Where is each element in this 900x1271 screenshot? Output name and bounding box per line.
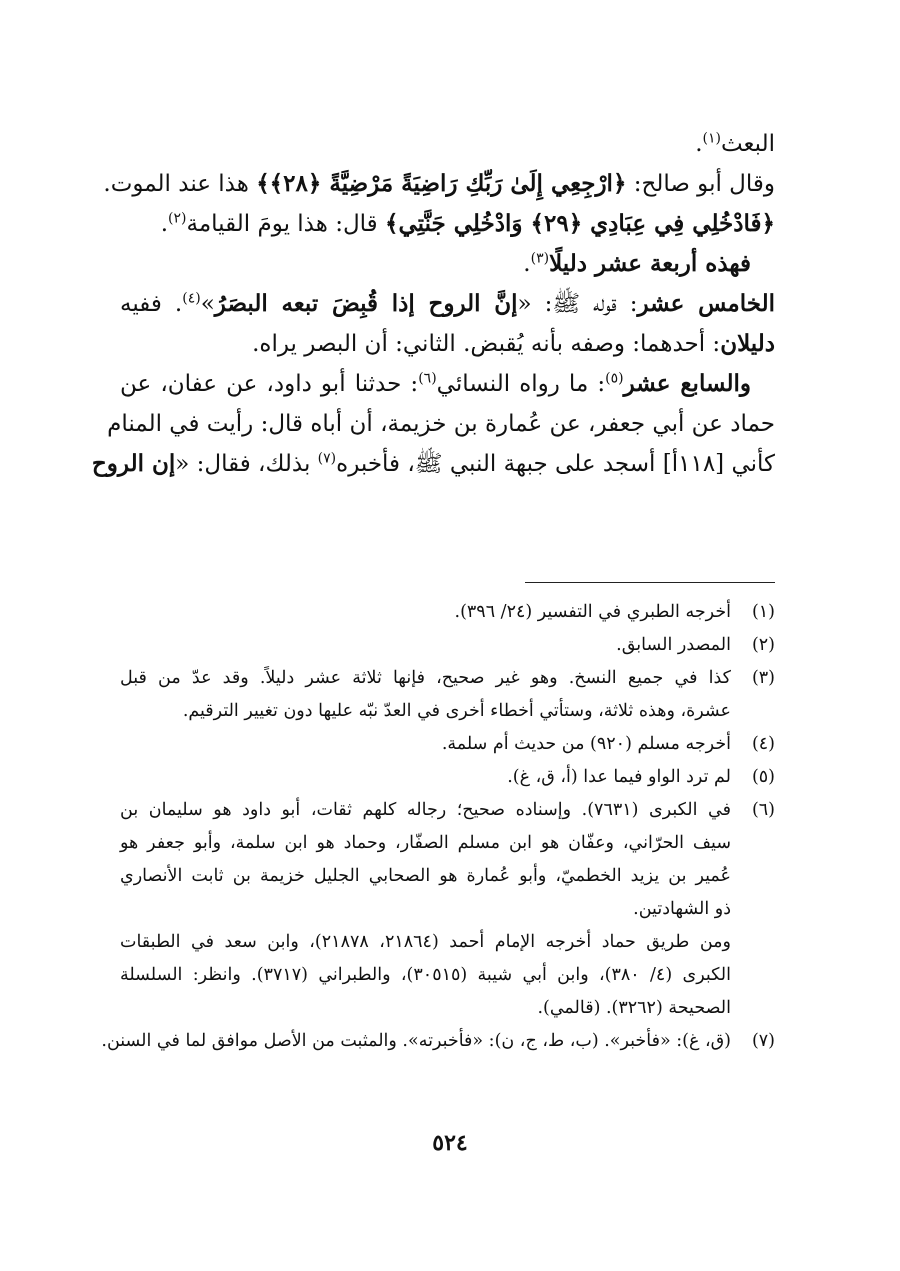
footnote-line: ومن طريق حماد أخرجه الإمام أحمد (٢١٨٦٤، ٢١٨٧٨)، وابن سعد في الطبقات bbox=[120, 932, 731, 952]
footnote-2 bbox=[120, 629, 775, 662]
footnote-ref-4: (٤) bbox=[182, 290, 201, 307]
text-line-7 bbox=[120, 364, 775, 404]
text-segment: » bbox=[200, 291, 215, 317]
footnote-line: عشرة، وهذه ثلاثة، وستأتي أخطاء أخرى في العدّ نبّه عليها دون تغيير الترقيم. bbox=[182, 701, 731, 721]
text-segment: . bbox=[523, 251, 531, 277]
footnote-1 bbox=[120, 596, 775, 629]
text-segment: قال: هذا يومَ القيامة bbox=[186, 211, 385, 237]
text-segment: : ما رواه النسائي bbox=[436, 371, 606, 397]
footnote-6 bbox=[120, 794, 775, 926]
footnote-line: ذو الشهادتين. bbox=[633, 899, 731, 919]
hadith-text: إن الروح bbox=[91, 450, 176, 477]
text-line-8 bbox=[107, 404, 775, 444]
footnote-line: الكبرى (٤/ ٣٨٠)، وابن أبي شيبة (٣٠٥١٥)، والطبراني (٣٧١٧). وانظر: السلسلة bbox=[120, 965, 731, 985]
footnote-3 bbox=[120, 662, 775, 728]
footnote-4 bbox=[120, 728, 775, 761]
text-segment: بذلك، فقال: « bbox=[175, 451, 318, 477]
footnotes bbox=[101, 596, 775, 1058]
footnote-number: (١) bbox=[751, 602, 775, 622]
footnote-line: (ق، غ): «فأخبر». (ب، ط، ج، ن): «فأخبرته». والمثبت من الأصل موافق لما في السنن. bbox=[101, 1031, 731, 1051]
footnote-line: سيف الحرّاني، وعفّان هو ابن مسلم الصفّار، وحماد هو ابن سلمة، وأبو جعفر هو bbox=[120, 833, 731, 853]
text-segment: حماد عن أبي جعفر، عن عُمارة بن خزيمة، أن أباه قال: رأيت في المنام bbox=[107, 411, 775, 437]
quran-verse: ﴿ارْجِعِي إِلَىٰ رَبِّكِ رَاضِيَةً مَرْضِيَّةً ﴿٢٨﴾﴾ bbox=[256, 170, 627, 197]
footnote-line: الصحيحة (٣٢٦٢). (قالمي). bbox=[537, 998, 731, 1018]
text-segment: فهذه أربعة عشر دليلًا bbox=[549, 250, 751, 277]
footnote-ref-3: (٣) bbox=[530, 250, 550, 267]
footnote-divider bbox=[525, 582, 775, 583]
footnote-number: (٣) bbox=[751, 668, 775, 688]
section-heading: والسابع عشر bbox=[623, 370, 751, 397]
text-segment: دليلان bbox=[720, 330, 775, 357]
text-segment: وقال أبو صالح: bbox=[626, 171, 775, 197]
page-number: ٥٢٤ bbox=[432, 1130, 468, 1156]
footnote-line: أخرجه مسلم (٩٢٠) من حديث أم سلمة. bbox=[441, 734, 731, 754]
main-text bbox=[91, 124, 776, 484]
footnote-line: في الكبرى (٧٦٣١). وإسناده صحيح؛ رجاله كلهم ثقات، أبو داود هو سليمان بن bbox=[120, 800, 731, 820]
text-line-2 bbox=[103, 164, 775, 204]
footnote-ref-1: (١) bbox=[702, 130, 721, 147]
text-segment: : قوله ﷺ: « bbox=[517, 291, 638, 317]
footnote-5 bbox=[120, 761, 775, 794]
footnote-ref-7: (٧) bbox=[317, 450, 337, 467]
footnote-number: (٧) bbox=[751, 1031, 775, 1051]
text-line-6 bbox=[120, 324, 775, 364]
text-segment: كأني [١١٨أ] أسجد على جبهة النبي ﷺ، فأخبره bbox=[336, 451, 775, 477]
text-segment: هذا عند الموت. bbox=[103, 171, 257, 197]
footnote-line: لم ترد الواو فيما عدا (أ، ق، غ). bbox=[507, 767, 731, 787]
quran-verse: ﴿فَادْخُلِي فِي عِبَادِي ﴿٢٩﴾ وَادْخُلِي جَنَّتِي﴾ bbox=[384, 210, 775, 237]
footnote-line: المصدر السابق. bbox=[616, 635, 731, 655]
footnote-ref-2: (٢) bbox=[168, 210, 187, 227]
footnote-line: أخرجه الطبري في التفسير (٢٤/ ٣٩٦). bbox=[454, 602, 731, 622]
text-line-1 bbox=[120, 124, 775, 164]
footnote-6-continuation bbox=[120, 926, 731, 1025]
text-line-4 bbox=[120, 244, 775, 284]
footnote-ref-6: (٦) bbox=[418, 370, 437, 387]
footnote-ref-5: (٥) bbox=[605, 370, 624, 387]
footnote-number: (٥) bbox=[751, 767, 775, 787]
text-line-9 bbox=[91, 444, 775, 484]
text-segment: . bbox=[695, 131, 703, 157]
footnote-number: (٢) bbox=[751, 635, 775, 655]
text-segment: : أحدهما: وصفه بأنه يُقبض. الثاني: أن البصر يراه. bbox=[252, 331, 721, 357]
text-segment: : حدثنا أبو داود، عن عفان، عن bbox=[120, 371, 419, 397]
footnote-7 bbox=[101, 1025, 775, 1058]
footnote-line: عُمير بن يزيد الخطميّ، وأبو عُمارة هو الصحابي الجليل خزيمة بن ثابت الأنصاري bbox=[120, 866, 731, 886]
footnote-number: (٦) bbox=[751, 800, 775, 820]
text-segment: . ففيه bbox=[120, 291, 183, 317]
footnote-number: (٤) bbox=[751, 734, 775, 754]
text-segment: البعث bbox=[720, 131, 775, 157]
text-line-5 bbox=[120, 284, 775, 324]
section-heading: الخامس عشر bbox=[637, 290, 776, 317]
hadith-text: إنَّ الروح إذا قُبِضَ تبعه البصَرُ bbox=[214, 290, 518, 317]
footnote-line: كذا في جميع النسخ. وهو غير صحيح، فإنها ثلاثة عشر دليلاً. وقد عدّ من قبل bbox=[120, 668, 731, 688]
text-segment: . bbox=[160, 211, 169, 237]
text-line-3 bbox=[120, 204, 775, 244]
